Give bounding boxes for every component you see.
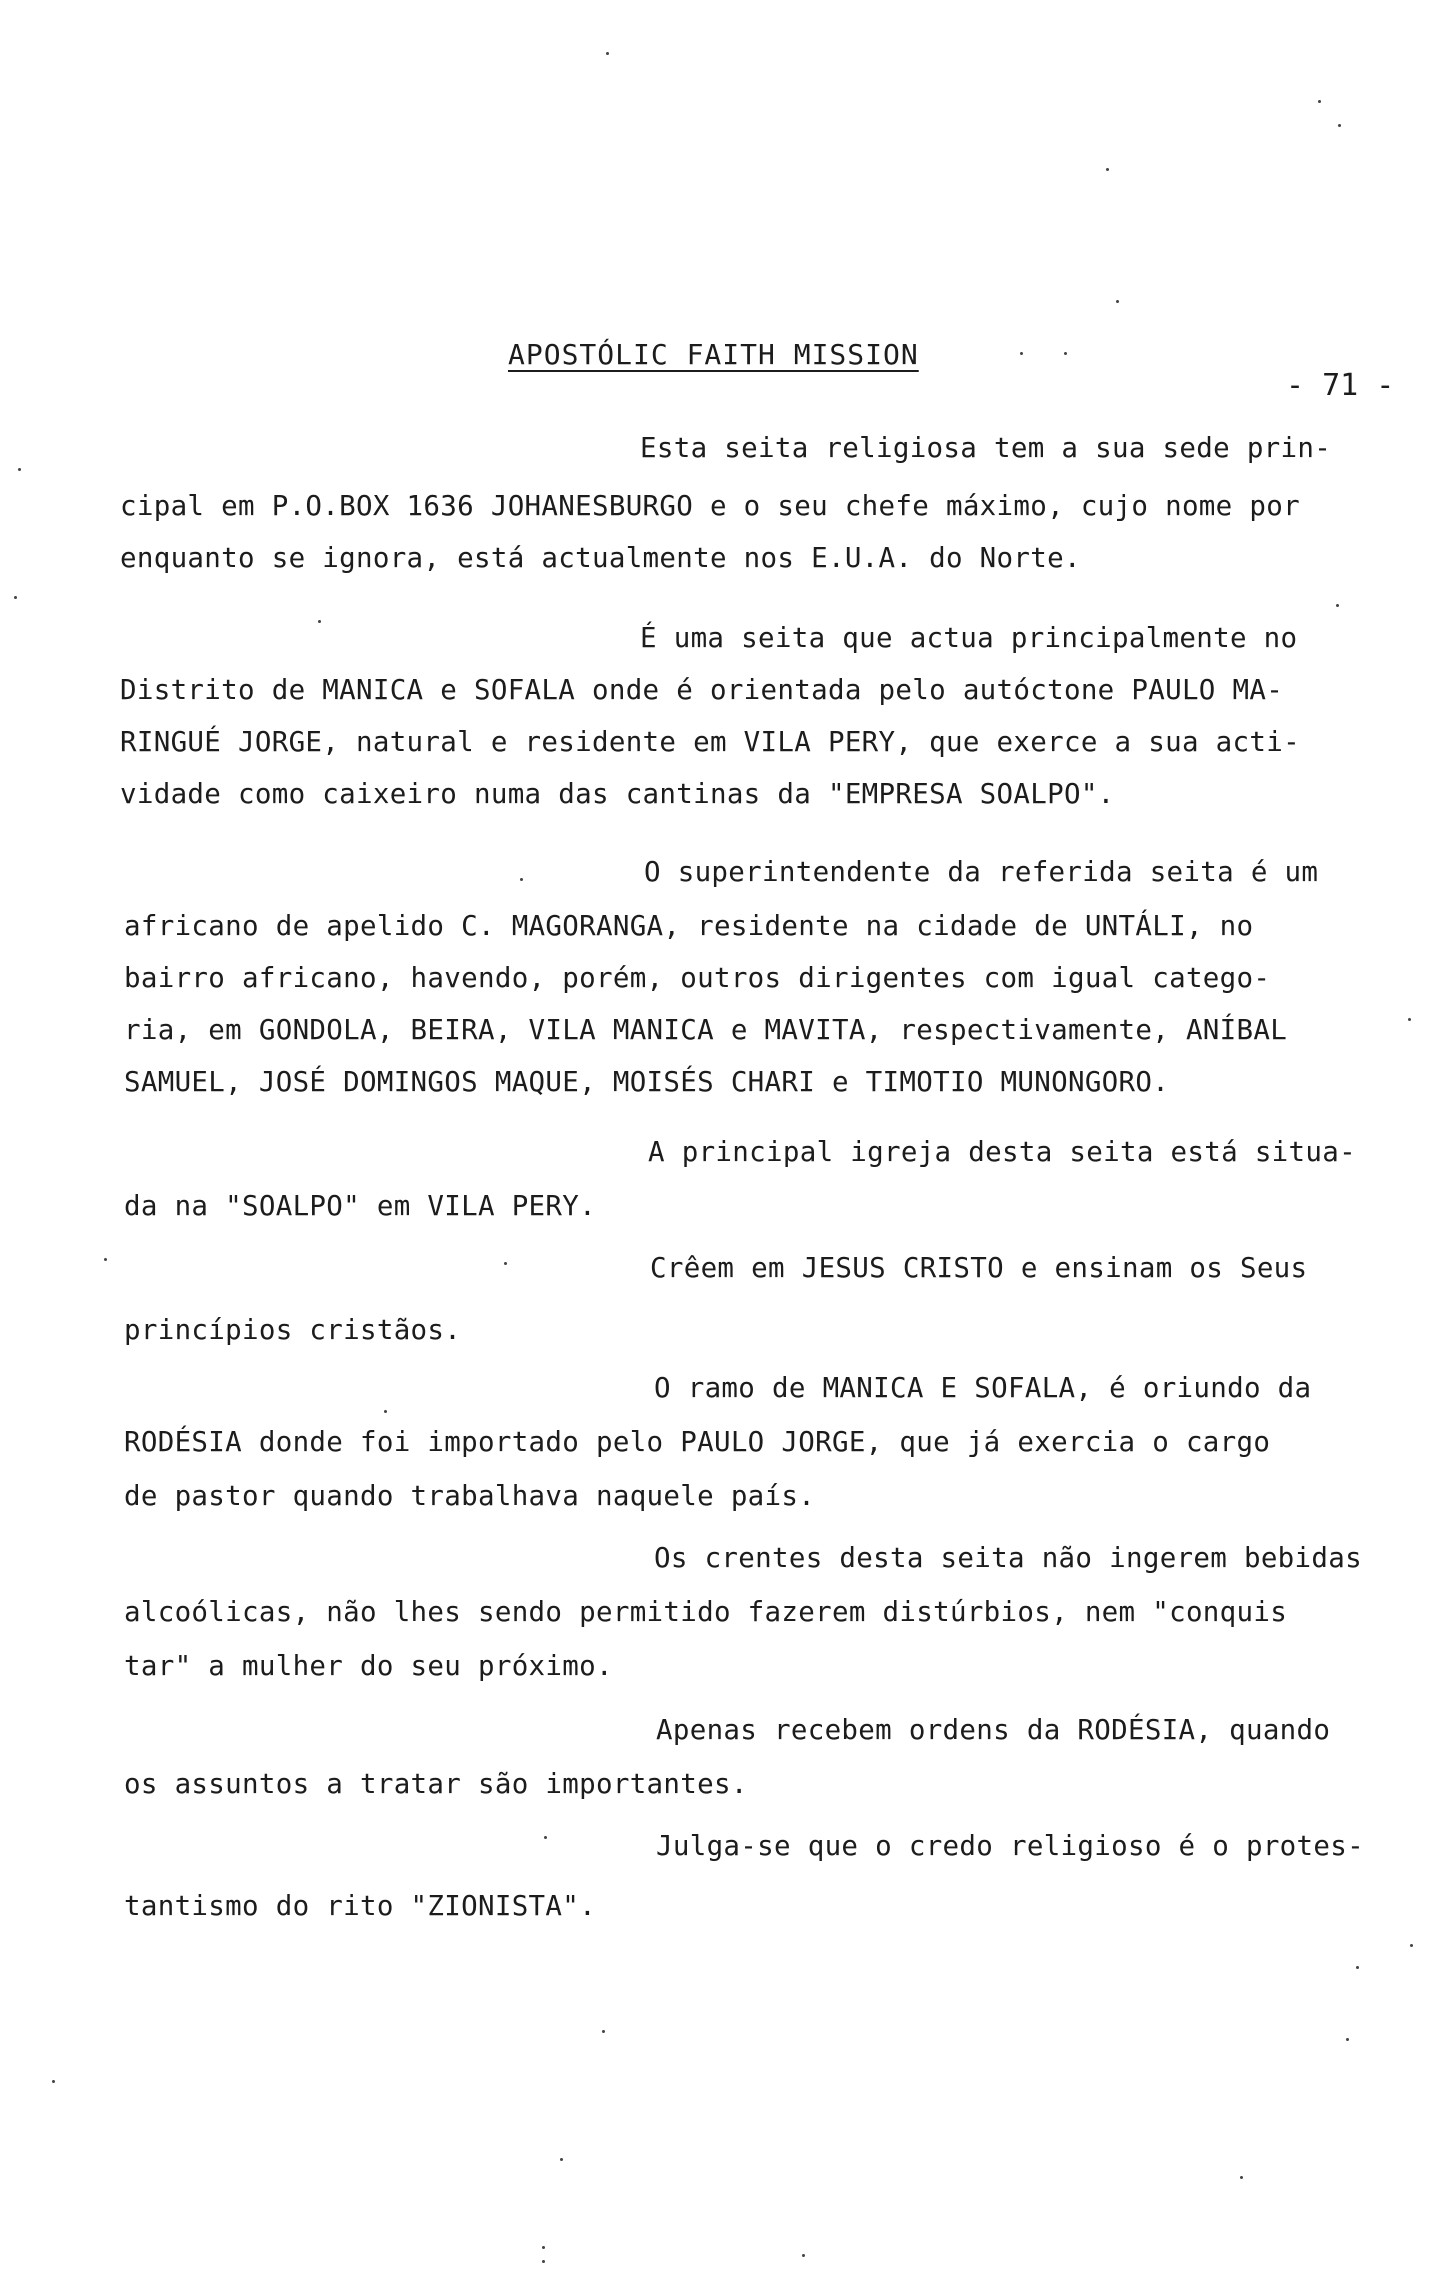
scan-speck	[14, 596, 17, 599]
scan-speck	[52, 2080, 55, 2083]
scan-speck	[104, 1258, 107, 1261]
text-line: RODÉSIA donde foi importado pelo PAULO JORGE, que já exercia o cargo	[124, 1426, 1271, 1458]
text-line: O superintendente da referida seita é um	[644, 856, 1319, 888]
text-line: Os crentes desta seita não ingerem bebidas	[654, 1542, 1362, 1574]
scan-speck	[1336, 604, 1339, 607]
document-title: APOSTÓLIC FAITH MISSION	[508, 338, 919, 371]
text-line: enquanto se ignora, está actualmente nos E.U.A. do Norte.	[120, 542, 1081, 574]
scan-speck	[1116, 300, 1119, 303]
scan-speck	[1346, 2038, 1349, 2041]
text-line: RINGUÉ JORGE, natural e residente em VILA PERY, que exerce a sua acti-	[120, 726, 1300, 758]
scan-speck	[544, 1836, 547, 1839]
page-number: - 71 -	[1286, 368, 1395, 403]
text-line: tantismo do rito "ZIONISTA".	[124, 1890, 596, 1922]
scan-speck	[1356, 1966, 1359, 1969]
text-line: SAMUEL, JOSÉ DOMINGOS MAQUE, MOISÉS CHARI e TIMOTIO MUNONGORO.	[124, 1066, 1170, 1098]
scan-speck	[802, 2254, 805, 2257]
scan-speck	[1106, 168, 1109, 171]
text-line: africano de apelido C. MAGORANGA, residente na cidade de UNTÁLI, no	[124, 910, 1254, 942]
scan-speck	[18, 468, 21, 471]
text-line: Julga-se que o credo religioso é o protes-	[656, 1830, 1364, 1862]
text-line: Crêem em JESUS CRISTO e ensinam os Seus	[650, 1252, 1308, 1284]
scan-speck	[542, 2260, 545, 2263]
text-line: A principal igreja desta seita está situa-	[648, 1136, 1356, 1168]
scan-speck	[384, 1410, 387, 1413]
scan-speck	[1318, 100, 1321, 103]
text-line: É uma seita que actua principalmente no	[640, 622, 1298, 654]
text-line: bairro africano, havendo, porém, outros dirigentes com igual catego-	[124, 962, 1271, 994]
text-line: Apenas recebem ordens da RODÉSIA, quando	[656, 1714, 1331, 1746]
text-line: cipal em P.O.BOX 1636 JOHANESBURGO e o seu chefe máximo, cujo nome por	[120, 490, 1300, 522]
scan-speck	[1338, 124, 1341, 127]
text-line: O ramo de MANICA E SOFALA, é oriundo da	[654, 1372, 1312, 1404]
scan-speck	[318, 620, 321, 623]
scan-speck	[1020, 352, 1023, 355]
scan-speck	[560, 2158, 563, 2161]
scan-speck	[606, 52, 609, 55]
scan-speck	[504, 1262, 507, 1265]
text-line: de pastor quando trabalhava naquele país.	[124, 1480, 816, 1512]
scan-speck	[602, 2030, 605, 2033]
text-line: vidade como caixeiro numa das cantinas da "EMPRESA SOALPO".	[120, 778, 1115, 810]
scan-speck	[1064, 352, 1067, 355]
scan-speck	[542, 2246, 545, 2249]
text-line: da na "SOALPO" em VILA PERY.	[124, 1190, 596, 1222]
scan-speck	[1408, 1018, 1411, 1021]
scan-speck	[520, 878, 523, 881]
text-line: princípios cristãos.	[124, 1314, 462, 1346]
text-line: Esta seita religiosa tem a sua sede prin-	[640, 432, 1332, 464]
text-line: tar" a mulher do seu próximo.	[124, 1650, 613, 1682]
scan-speck	[1410, 1944, 1413, 1947]
text-line: ria, em GONDOLA, BEIRA, VILA MANICA e MAVITA, respectivamente, ANÍBAL	[124, 1014, 1288, 1046]
text-line: os assuntos a tratar são importantes.	[124, 1768, 748, 1800]
text-line: alcoólicas, não lhes sendo permitido fazerem distúrbios, nem "conquis	[124, 1596, 1288, 1628]
scan-speck	[1240, 2176, 1243, 2179]
text-line: Distrito de MANICA e SOFALA onde é orientada pelo autóctone PAULO MA-	[120, 674, 1284, 706]
